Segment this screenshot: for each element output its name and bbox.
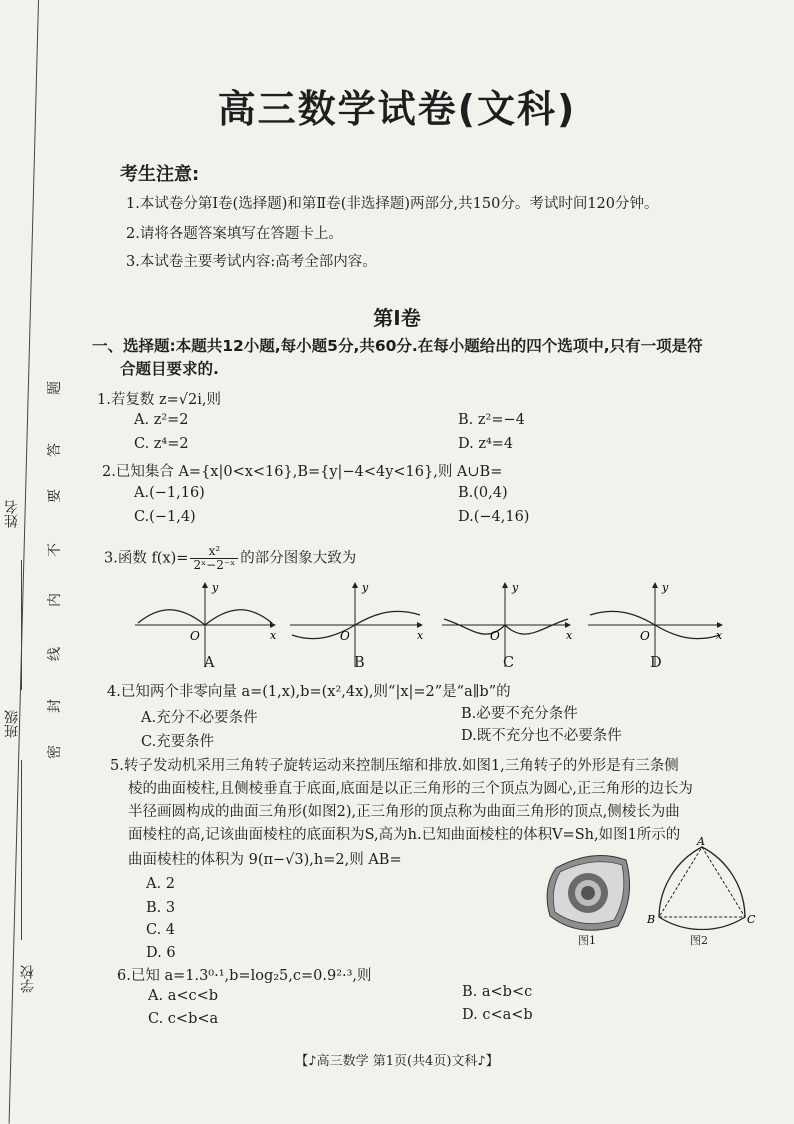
graph-label-b: B	[354, 655, 365, 671]
seal-char: 密	[47, 745, 63, 759]
option-a: A. z²=2	[134, 412, 189, 428]
question-stem: 4.已知两个非零向量 a=(1,x),b=(x²,4x),则“|x|=2”是“a∥b”的	[107, 684, 511, 700]
figure-1-caption: 图1	[578, 934, 596, 947]
figure-2-caption: 图2	[690, 934, 708, 947]
question-stem-cont: 半径画圆构成的曲面三角形(如图2),正三角形的顶点称为曲面三角形的顶点,侧棱长为曲	[128, 804, 680, 820]
part-instruction-cont: 合题目要求的.	[120, 360, 219, 378]
fraction-denominator: 2ˣ−2⁻ˣ	[193, 558, 236, 572]
option-d: D.(−4,16)	[458, 509, 530, 525]
school-label: 学校	[20, 965, 36, 993]
graph-label-a: A	[204, 655, 215, 671]
rotor-prism-figure	[538, 848, 638, 933]
option-c: C.(−1,4)	[134, 509, 196, 525]
y-label: y	[662, 581, 669, 594]
y-label: y	[362, 581, 369, 594]
vertex-a-label: A	[697, 835, 705, 848]
option-a: A.充分不必要条件	[141, 710, 258, 726]
option-d: D.既不充分也不必要条件	[461, 728, 622, 744]
seal-char: 不	[47, 543, 63, 557]
x-label: x	[270, 629, 277, 642]
seal-char: 封	[47, 699, 63, 713]
option-d: D. c<a<b	[462, 1007, 533, 1023]
vertex-c-label: C	[747, 913, 756, 926]
section-title: 第Ⅰ卷	[373, 306, 421, 330]
question-stem: 1.若复数 z=√2i,则	[97, 392, 221, 408]
option-c: C. 4	[146, 922, 176, 938]
name-line	[21, 560, 22, 690]
x-label: x	[417, 629, 424, 642]
option-b: B. 3	[146, 900, 176, 916]
graph-label-d: D	[650, 655, 662, 671]
option-b: B.(0,4)	[458, 485, 508, 501]
stem-suffix: 的部分图象大致为	[240, 550, 357, 567]
graph-label-c: C	[503, 655, 515, 671]
option-c: C. z⁴=2	[134, 436, 189, 452]
fraction	[190, 545, 238, 572]
class-label: 班级	[4, 710, 20, 738]
origin-label: O	[340, 629, 350, 643]
seal-char: 线	[47, 647, 63, 661]
class-line	[21, 760, 22, 940]
option-a: A.(−1,16)	[134, 485, 205, 501]
question-stem-cont: 面棱柱的高,记该曲面棱柱的底面积为S,高为h.已知曲面棱柱的体积V=Sh,如图1所示的	[128, 827, 681, 843]
question-stem: 2.已知集合 A={x|0<x<16},B={y|−4<4y<16},则 A∪B=	[102, 464, 503, 480]
option-b: B. z²=−4	[458, 412, 525, 428]
origin-label: O	[490, 629, 500, 643]
question-stem	[104, 545, 356, 572]
option-c: C.充要条件	[141, 734, 215, 750]
x-label: x	[716, 629, 723, 642]
part-instruction: 一、选择题:本题共12小题,每小题5分,共60分.在每小题给出的四个选项中,只有一项是符	[92, 337, 703, 355]
seal-char: 内	[47, 593, 63, 607]
notice-heading: 考生注意:	[120, 164, 200, 185]
seal-char: 答	[47, 443, 63, 457]
page-title: 高三数学试卷(文科)	[217, 87, 577, 131]
page-footer: 【♪高三数学 第1页(共4页)文科♪】	[295, 1054, 499, 1069]
question-stem: 5.转子发动机采用三角转子旋转运动来控制压缩和排放.如图1,三角转子的外形是有三条侧	[110, 758, 679, 774]
notice-item: 2.请将各题答案填写在答题卡上。	[126, 226, 343, 242]
question-stem: 6.已知 a=1.3⁰·¹,b=log₂5,c=0.9²·³,则	[117, 968, 372, 984]
binding-line	[9, 0, 39, 1124]
option-d: D. 6	[146, 945, 176, 961]
option-b: B. a<b<c	[462, 984, 533, 1000]
option-d: D. z⁴=4	[458, 436, 514, 452]
option-a: A. 2	[146, 876, 175, 892]
notice-item: 3.本试卷主要考试内容:高考全部内容。	[126, 254, 377, 270]
question-stem-cont: 曲面棱柱的体积为 9(π−√3),h=2,则 AB=	[128, 852, 402, 868]
notice-item: 1.本试卷分第Ⅰ卷(选择题)和第Ⅱ卷(非选择题)两部分,共150分。考试时间120分钟。	[126, 196, 659, 212]
reuleaux-triangle-figure	[645, 835, 760, 930]
origin-label: O	[640, 629, 650, 643]
function-graphs	[130, 575, 730, 670]
option-b: B.必要不充分条件	[461, 706, 578, 722]
seal-char: 要	[47, 489, 63, 503]
y-label: y	[512, 581, 519, 594]
x-label: x	[566, 629, 573, 642]
y-label: y	[212, 581, 219, 594]
vertex-b-label: B	[647, 913, 656, 926]
seal-char: 题	[47, 381, 63, 395]
stem-prefix: 3.函数 f(x)=	[104, 550, 189, 567]
question-stem-cont: 棱的曲面棱柱,且侧棱垂直于底面,底面是以正三角形的三个顶点为圆心,正三角形的边长为	[128, 781, 693, 797]
fraction-numerator: x²	[190, 545, 238, 559]
name-label: 姓名	[4, 500, 20, 528]
origin-label: O	[190, 629, 200, 643]
option-a: A. a<c<b	[148, 988, 219, 1004]
option-c: C. c<b<a	[148, 1011, 219, 1027]
